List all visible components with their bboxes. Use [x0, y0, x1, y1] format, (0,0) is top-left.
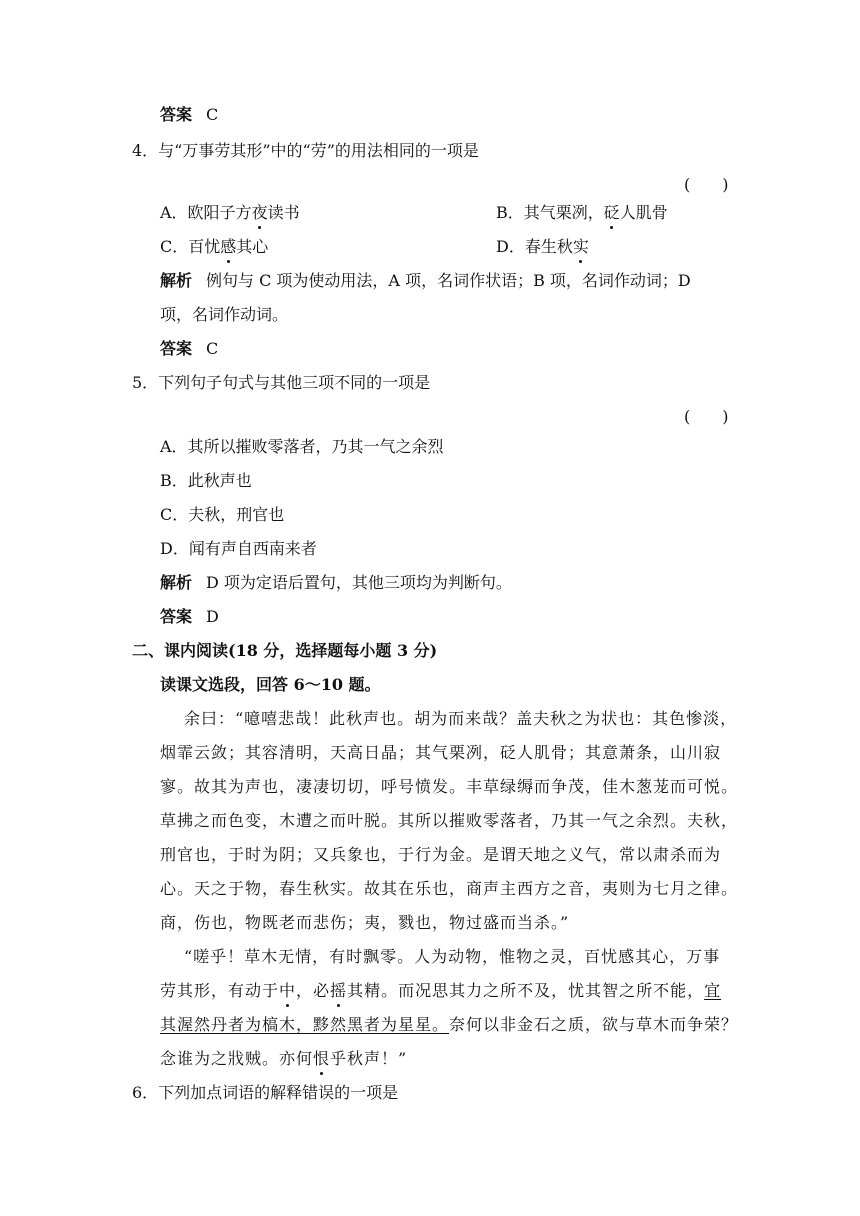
passage-line: 劳其形，有动于中，必摇其精。而况思其力之所不及，忧其智之所不能，宜 — [160, 981, 722, 1000]
answer-label: 答案 — [160, 607, 193, 626]
passage-line: 商，伤也，物既老而悲伤；夷，戮也，物过盛而当杀。” — [160, 913, 570, 932]
q6-stem: 6．下列加点词语的解释错误的一项是 — [132, 1083, 399, 1102]
emphasis-dot-char: 恨 — [313, 1049, 331, 1068]
answer-label: 答案 — [160, 105, 193, 124]
passage-line: 寥。故其为声也，凄凄切切，呼号愤发。丰草绿缛而争茂，佳木葱茏而可悦。 — [160, 777, 739, 796]
emphasis-dot-char: 砭 — [603, 203, 620, 222]
passage-line: 余曰：“噫嘻悲哉！此秋声也。胡为而来哉？盖夫秋之为状也：其色惨淡， — [184, 709, 738, 728]
answer-label: 答案 — [160, 339, 193, 358]
passage-line: 念谁为之戕贼。亦何恨乎秋声！” — [160, 1049, 408, 1068]
passage-line: 刑官也，于时为阴；又兵象也，于行为金。是谓天地之义气，常以肃杀而为 — [160, 845, 722, 864]
q4-stem: 4．与“万事劳其形”中的“劳”的用法相同的一项是 — [132, 141, 479, 160]
q4-option-c: C．百忧感其心 — [160, 237, 269, 256]
underlined-text: 宜 — [704, 981, 722, 1000]
q4-analysis-cont: 项，名词作动词。 — [160, 305, 289, 324]
passage-line: “嗟乎！草木无情，有时飘零。人为动物，惟物之灵，百忧感其心，万事 — [184, 947, 721, 966]
passage-line: 其渥然丹者为槁木，黟然黑者为星星。奈何以非金石之质，欲与草木而争荣？ — [160, 1015, 739, 1034]
q4-analysis: 解析 例句与 C 项为使动用法，A 项，名词作状语；B 项，名词作动词；D — [160, 271, 691, 290]
answer-value: D — [206, 607, 219, 626]
q3-answer — [160, 104, 218, 126]
answer-value: C — [206, 105, 219, 124]
q4-answer — [160, 338, 218, 360]
passage-line: 心。天之于物，春生秋实。故其在乐也，商声主西方之音，夷则为七月之律。 — [160, 879, 739, 898]
answer-value: C — [206, 339, 219, 358]
section-heading: 二、课内阅读(18 分，选择题每小题 3 分) — [132, 641, 438, 660]
q5-option-a: A．其所以摧败零落者，乃其一气之余烈 — [160, 437, 444, 456]
emphasis-dot-char: 夜 — [251, 203, 268, 222]
q4-answer-paren: ( ) — [684, 175, 729, 194]
q5-option-c: C．夫秋，刑官也 — [160, 505, 285, 524]
q5-stem: 5．下列句子句式与其他三项不同的一项是 — [132, 373, 431, 392]
analysis-label: 解析 — [160, 573, 193, 592]
q4-option-a: A．欧阳子方夜读书 — [160, 203, 300, 222]
q5-answer — [160, 606, 219, 628]
section-instruction: 读课文选段，回答 6～10 题。 — [160, 675, 381, 694]
q5-option-d: D．闻有声自西南来者 — [160, 539, 317, 558]
analysis-label: 解析 — [160, 271, 193, 290]
underlined-text: 其渥然丹者为槁木，黟然黑者为星星。 — [160, 1015, 450, 1034]
q5-answer-paren: ( ) — [684, 407, 729, 426]
emphasis-dot-char: 摇 — [330, 981, 348, 1000]
passage-line: 烟霏云敛；其容清明，天高日晶；其气栗冽，砭人肌骨；其意萧条，山川寂 — [160, 743, 722, 762]
q4-option-b: B．其气栗冽，砭人肌骨 — [496, 203, 668, 222]
emphasis-dot-char: 感 — [220, 237, 237, 256]
q5-option-b: B．此秋声也 — [160, 471, 252, 490]
q5-analysis: 解析 D 项为定语后置句，其他三项均为判断句。 — [160, 573, 512, 592]
q4-option-d: D．春生秋实 — [496, 237, 589, 256]
emphasis-dot-char: 中 — [279, 981, 297, 1000]
emphasis-dot-char: 实 — [572, 237, 589, 256]
passage-line: 草拂之而色变，木遭之而叶脱。其所以摧败零落者，乃其一气之余烈。夫秋， — [160, 811, 739, 830]
